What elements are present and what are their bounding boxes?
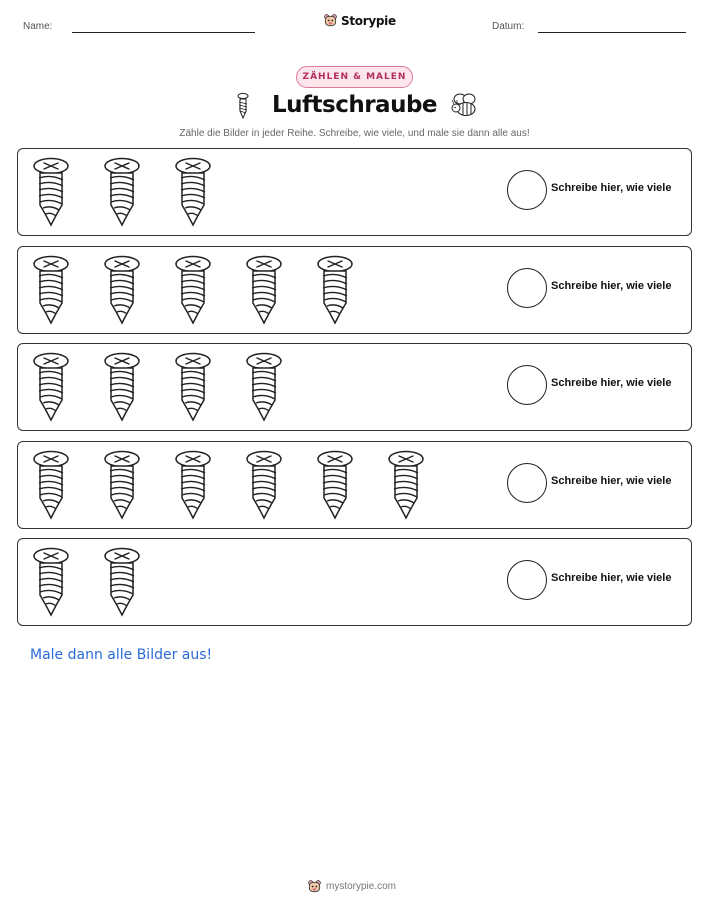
brand-name: Storypie: [341, 13, 396, 28]
answer-label: Schreibe hier, wie viele: [551, 474, 672, 487]
screw-icon[interactable]: [314, 450, 356, 520]
counting-row: [17, 246, 692, 334]
screw-icon[interactable]: [101, 157, 143, 227]
counting-row: [17, 538, 692, 626]
answer-circle[interactable]: [507, 170, 547, 210]
screw-icon[interactable]: [314, 255, 356, 325]
screw-icon[interactable]: [101, 255, 143, 325]
date-label: Datum:: [492, 21, 525, 32]
screw-icon[interactable]: [101, 352, 143, 422]
storypie-logo-icon: [307, 879, 322, 894]
screw-icon[interactable]: [30, 547, 72, 617]
coloring-instruction: Male dann alle Bilder aus!: [30, 647, 213, 663]
footer-site: mystorypie.com: [326, 881, 397, 892]
answer-label: Schreibe hier, wie viele: [551, 279, 672, 292]
screw-icon[interactable]: [101, 450, 143, 520]
screw-icon[interactable]: [172, 255, 214, 325]
worksheet-title: Luftschraube: [271, 92, 438, 118]
footer: [307, 879, 396, 894]
answer-circle[interactable]: [507, 463, 547, 503]
answer-label: Schreibe hier, wie viele: [551, 182, 672, 194]
date-line[interactable]: [538, 32, 686, 33]
worksheet-instructions: Zähle die Bilder in jeder Reihe. Schreibe, wie viele, und male sie dann alle aus!: [179, 128, 530, 139]
screw-icon[interactable]: [243, 352, 285, 422]
screw-icon[interactable]: [30, 255, 72, 325]
counting-row: [17, 343, 692, 431]
screw-icon[interactable]: [172, 450, 214, 520]
name-line[interactable]: [72, 32, 255, 33]
screw-icon[interactable]: [385, 450, 427, 520]
screw-icon[interactable]: [30, 450, 72, 520]
answer-label: Schreibe hier, wie viele: [551, 377, 672, 389]
answer-circle[interactable]: [507, 268, 547, 308]
name-label: Name:: [23, 21, 53, 32]
brand-logo: [323, 13, 396, 28]
screw-icon[interactable]: [243, 450, 285, 520]
screw-icon[interactable]: [101, 547, 143, 617]
counting-row: [17, 148, 692, 236]
screw-icon[interactable]: [172, 157, 214, 227]
answer-label: Schreibe hier, wie viele: [551, 572, 672, 584]
category-badge: ZÄHLEN & MALEN: [296, 66, 413, 88]
screw-icon[interactable]: [30, 352, 72, 422]
answer-circle[interactable]: [507, 560, 547, 600]
answer-circle[interactable]: [507, 365, 547, 405]
storypie-logo-icon: [323, 13, 338, 28]
screw-icon[interactable]: [30, 157, 72, 227]
counting-row: [17, 441, 692, 529]
bee-icon: [449, 91, 479, 119]
screw-icon[interactable]: [172, 352, 214, 422]
screw-icon[interactable]: [243, 255, 285, 325]
